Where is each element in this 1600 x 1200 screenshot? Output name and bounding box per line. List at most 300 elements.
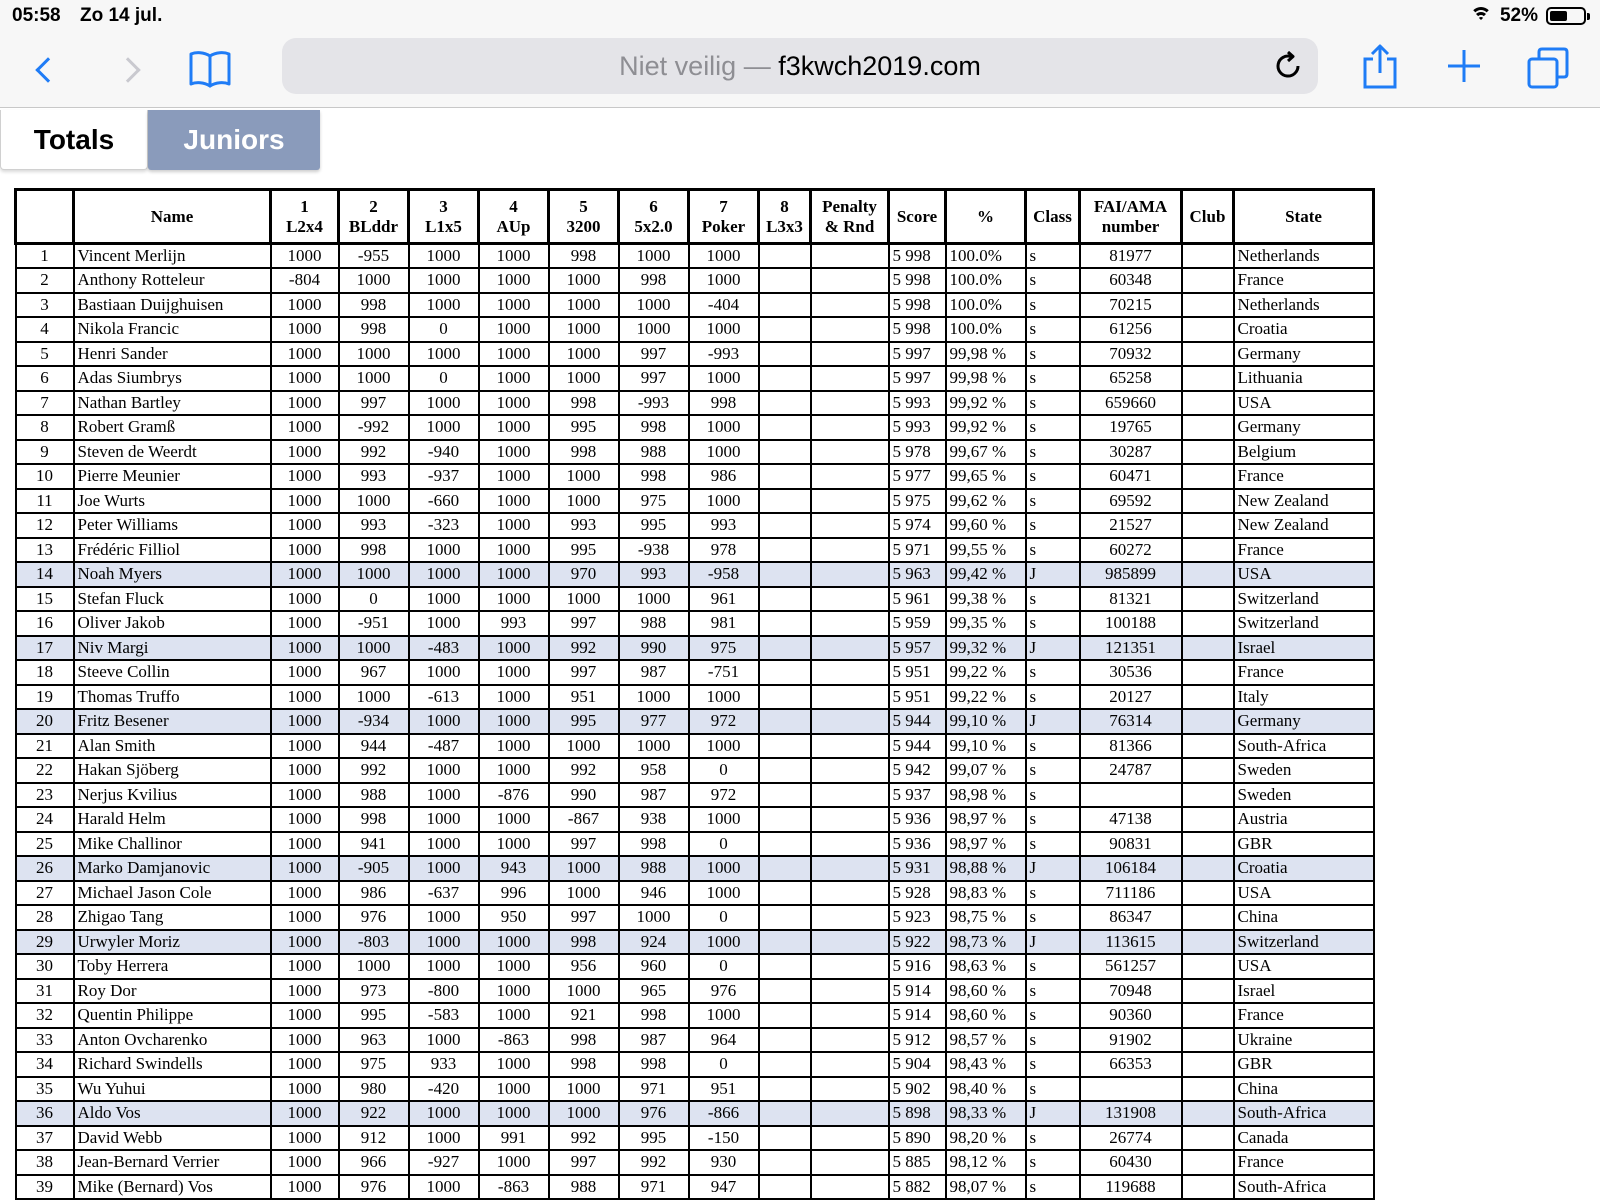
round-3-cell: 0 <box>409 317 479 342</box>
round-8-cell <box>759 685 811 710</box>
rank-cell: 38 <box>16 1150 74 1175</box>
penalty-cell <box>811 489 889 514</box>
round-4-cell: 1000 <box>479 342 549 367</box>
rank-cell: 39 <box>16 1175 74 1200</box>
column-header-line1: 3 <box>439 196 448 216</box>
round-6-cell: 924 <box>619 930 689 955</box>
club-cell <box>1182 1052 1234 1077</box>
round-4-cell: 1000 <box>479 1003 549 1028</box>
state-cell: Croatia <box>1234 856 1374 881</box>
round-3-cell: 1000 <box>409 807 479 832</box>
fai-number-cell: 60430 <box>1080 1150 1182 1175</box>
penalty-cell <box>811 734 889 759</box>
round-3-cell: 1000 <box>409 244 479 269</box>
score-cell: 5 977 <box>889 464 946 489</box>
table-row <box>16 1052 1374 1077</box>
name-cell: Richard Swindells <box>74 1052 271 1077</box>
state-cell: Ukraine <box>1234 1028 1374 1053</box>
round-5-cell: 992 <box>549 1126 619 1151</box>
club-cell <box>1182 611 1234 636</box>
score-cell: 5 914 <box>889 979 946 1004</box>
rank-cell: 19 <box>16 685 74 710</box>
percent-cell: 98,83 % <box>946 881 1026 906</box>
round-7-cell: 972 <box>689 709 759 734</box>
round-1-cell: 1000 <box>271 464 339 489</box>
round-1-cell: 1000 <box>271 513 339 538</box>
bookmarks-button[interactable] <box>186 46 234 90</box>
class-cell: s <box>1026 440 1080 465</box>
round-8-cell <box>759 832 811 857</box>
round-5-cell: 1000 <box>549 317 619 342</box>
round-6-cell: 1000 <box>619 587 689 612</box>
name-cell: Vincent Merlijn <box>74 244 271 269</box>
fai-number-cell: 113615 <box>1080 930 1182 955</box>
percent-cell: 99,22 % <box>946 685 1026 710</box>
state-cell: Italy <box>1234 685 1374 710</box>
name-cell: Anthony Rotteleur <box>74 268 271 293</box>
round-5-cell: 995 <box>549 415 619 440</box>
round-7-cell: -866 <box>689 1101 759 1126</box>
name-cell: Adas Siumbrys <box>74 366 271 391</box>
score-cell: 5 957 <box>889 636 946 661</box>
score-cell: 5 959 <box>889 611 946 636</box>
url-text <box>282 51 1318 82</box>
round-8-cell <box>759 954 811 979</box>
fai-number-cell: 60348 <box>1080 268 1182 293</box>
round-1-cell: 1000 <box>271 391 339 416</box>
state-cell: USA <box>1234 954 1374 979</box>
round-5-cell: 1000 <box>549 881 619 906</box>
round-2-cell: 1000 <box>339 366 409 391</box>
percent-cell: 98,07 % <box>946 1175 1026 1200</box>
round-3-cell: 1000 <box>409 415 479 440</box>
column-header-line1: 1 <box>300 196 309 216</box>
club-cell <box>1182 244 1234 269</box>
club-cell <box>1182 366 1234 391</box>
name-cell: Harald Helm <box>74 807 271 832</box>
penalty-cell <box>811 685 889 710</box>
score-cell: 5 998 <box>889 317 946 342</box>
score-cell: 5 944 <box>889 734 946 759</box>
round-1-cell: 1000 <box>271 489 339 514</box>
forward-button[interactable] <box>108 50 148 90</box>
penalty-cell <box>811 1052 889 1077</box>
rank-cell: 1 <box>16 244 74 269</box>
tab-totals[interactable]: Totals <box>0 110 148 170</box>
table-row <box>16 268 1374 293</box>
score-cell: 5 961 <box>889 587 946 612</box>
state-cell: USA <box>1234 881 1374 906</box>
class-cell: s <box>1026 1077 1080 1102</box>
round-7-cell: 976 <box>689 979 759 1004</box>
round-3-cell: -940 <box>409 440 479 465</box>
column-header-line1: 6 <box>649 196 658 216</box>
round-5-cell: 951 <box>549 685 619 710</box>
club-cell <box>1182 954 1234 979</box>
table-row <box>16 979 1374 1004</box>
round-7-cell: 1000 <box>689 440 759 465</box>
round-6-cell: 946 <box>619 881 689 906</box>
club-cell <box>1182 636 1234 661</box>
percent-cell: 99,10 % <box>946 709 1026 734</box>
rank-cell: 10 <box>16 464 74 489</box>
column-header-line2: Poker <box>701 216 746 236</box>
new-tab-button[interactable] <box>1444 46 1484 86</box>
percent-cell: 99,42 % <box>946 562 1026 587</box>
battery-fill <box>1550 11 1567 21</box>
round-4-cell: -876 <box>479 783 549 808</box>
percent-cell: 99,98 % <box>946 366 1026 391</box>
column-header-line1: 7 <box>719 196 728 216</box>
round-8-cell <box>759 636 811 661</box>
round-5-cell: 992 <box>549 758 619 783</box>
name-cell: Urwyler Moriz <box>74 930 271 955</box>
round-2-cell: -951 <box>339 611 409 636</box>
plus-icon <box>1446 48 1482 84</box>
round-6-cell: 1000 <box>619 734 689 759</box>
round-3-cell: 1000 <box>409 783 479 808</box>
penalty-cell <box>811 293 889 318</box>
column-header <box>1026 190 1080 244</box>
round-1-cell: 1000 <box>271 1150 339 1175</box>
page-tabs <box>0 110 320 170</box>
round-5-cell: 997 <box>549 1150 619 1175</box>
round-7-cell: 0 <box>689 1052 759 1077</box>
round-5-cell: 1000 <box>549 293 619 318</box>
round-1-cell: 1000 <box>271 244 339 269</box>
percent-cell: 100.0% <box>946 293 1026 318</box>
class-cell: s <box>1026 415 1080 440</box>
column-header-line1: Class <box>1033 206 1072 226</box>
table-row <box>16 954 1374 979</box>
penalty-cell <box>811 1003 889 1028</box>
round-4-cell: 1000 <box>479 1101 549 1126</box>
round-6-cell: 960 <box>619 954 689 979</box>
round-2-cell: 963 <box>339 1028 409 1053</box>
penalty-cell <box>811 832 889 857</box>
round-8-cell <box>759 1003 811 1028</box>
state-cell: Croatia <box>1234 317 1374 342</box>
table-row <box>16 464 1374 489</box>
score-cell: 5 890 <box>889 1126 946 1151</box>
round-5-cell: 997 <box>549 611 619 636</box>
score-cell: 5 928 <box>889 881 946 906</box>
score-cell: 5 944 <box>889 709 946 734</box>
name-cell: Stefan Fluck <box>74 587 271 612</box>
insecure-label: Niet veilig — <box>619 51 771 81</box>
round-4-cell: 1000 <box>479 636 549 661</box>
penalty-cell <box>811 1175 889 1200</box>
percent-cell: 98,43 % <box>946 1052 1026 1077</box>
penalty-cell <box>811 562 889 587</box>
class-cell: s <box>1026 905 1080 930</box>
rank-cell: 7 <box>16 391 74 416</box>
round-2-cell: 998 <box>339 317 409 342</box>
round-2-cell: 975 <box>339 1052 409 1077</box>
percent-cell: 98,60 % <box>946 979 1026 1004</box>
column-header <box>74 190 271 244</box>
round-3-cell: 1000 <box>409 391 479 416</box>
percent-cell: 98,88 % <box>946 856 1026 881</box>
percent-cell: 99,60 % <box>946 513 1026 538</box>
reload-button[interactable] <box>1272 50 1304 82</box>
fai-number-cell: 100188 <box>1080 611 1182 636</box>
score-cell: 5 993 <box>889 391 946 416</box>
column-header <box>946 190 1026 244</box>
round-2-cell: 973 <box>339 979 409 1004</box>
round-1-cell: 1000 <box>271 1126 339 1151</box>
round-3-cell: -637 <box>409 881 479 906</box>
round-4-cell: 1000 <box>479 979 549 1004</box>
status-time: 05:58 <box>12 5 61 26</box>
round-5-cell: 1000 <box>549 734 619 759</box>
round-6-cell: 998 <box>619 268 689 293</box>
class-cell: J <box>1026 562 1080 587</box>
club-cell <box>1182 1003 1234 1028</box>
round-7-cell: 975 <box>689 636 759 661</box>
name-cell: Toby Herrera <box>74 954 271 979</box>
round-8-cell <box>759 268 811 293</box>
round-2-cell: 998 <box>339 538 409 563</box>
class-cell: J <box>1026 636 1080 661</box>
table-row <box>16 832 1374 857</box>
round-2-cell: 1000 <box>339 268 409 293</box>
round-8-cell <box>759 366 811 391</box>
round-7-cell: 1000 <box>689 734 759 759</box>
header-row <box>16 190 1374 244</box>
penalty-cell <box>811 954 889 979</box>
column-header-line1: Name <box>150 206 194 226</box>
fai-number-cell: 21527 <box>1080 513 1182 538</box>
penalty-cell <box>811 1101 889 1126</box>
round-8-cell <box>759 1175 811 1200</box>
address-bar[interactable] <box>282 38 1318 94</box>
rank-cell: 34 <box>16 1052 74 1077</box>
percent-cell: 99,55 % <box>946 538 1026 563</box>
round-7-cell: 964 <box>689 1028 759 1053</box>
table-row <box>16 489 1374 514</box>
round-2-cell: 997 <box>339 391 409 416</box>
name-cell: Quentin Philippe <box>74 1003 271 1028</box>
column-header <box>16 190 74 244</box>
club-cell <box>1182 562 1234 587</box>
state-cell: Belgium <box>1234 440 1374 465</box>
column-header <box>1234 190 1374 244</box>
club-cell <box>1182 317 1234 342</box>
fai-number-cell: 81366 <box>1080 734 1182 759</box>
results-table <box>14 188 1375 1200</box>
round-1-cell: 1000 <box>271 1175 339 1200</box>
club-cell <box>1182 1077 1234 1102</box>
round-1-cell: 1000 <box>271 415 339 440</box>
table-row <box>16 317 1374 342</box>
back-button[interactable] <box>28 50 68 90</box>
club-cell <box>1182 930 1234 955</box>
fai-number-cell: 20127 <box>1080 685 1182 710</box>
table-row <box>16 1175 1374 1200</box>
class-cell: s <box>1026 1028 1080 1053</box>
browser-toolbar <box>0 32 1600 108</box>
round-6-cell: 958 <box>619 758 689 783</box>
column-header-line1: Club <box>1189 206 1226 226</box>
table-row <box>16 905 1374 930</box>
class-cell: s <box>1026 783 1080 808</box>
name-cell: Peter Williams <box>74 513 271 538</box>
table-row <box>16 1028 1374 1053</box>
round-6-cell: 995 <box>619 513 689 538</box>
round-3-cell: 1000 <box>409 268 479 293</box>
class-cell: s <box>1026 1052 1080 1077</box>
share-icon <box>1362 43 1398 89</box>
name-cell: Alan Smith <box>74 734 271 759</box>
round-6-cell: -938 <box>619 538 689 563</box>
round-7-cell: 978 <box>689 538 759 563</box>
round-8-cell <box>759 415 811 440</box>
penalty-cell <box>811 611 889 636</box>
name-cell: Fritz Besener <box>74 709 271 734</box>
round-6-cell: 971 <box>619 1077 689 1102</box>
rank-cell: 2 <box>16 268 74 293</box>
name-cell: Roy Dor <box>74 979 271 1004</box>
club-cell <box>1182 979 1234 1004</box>
round-8-cell <box>759 293 811 318</box>
round-2-cell: -905 <box>339 856 409 881</box>
state-cell: Sweden <box>1234 758 1374 783</box>
round-3-cell: -420 <box>409 1077 479 1102</box>
score-cell: 5 898 <box>889 1101 946 1126</box>
round-7-cell: -404 <box>689 293 759 318</box>
column-header-line2: BLddr <box>348 216 399 236</box>
state-cell: Germany <box>1234 415 1374 440</box>
round-6-cell: 965 <box>619 979 689 1004</box>
round-5-cell: 1000 <box>549 1101 619 1126</box>
round-4-cell: 1000 <box>479 709 549 734</box>
name-cell: David Webb <box>74 1126 271 1151</box>
table-row <box>16 587 1374 612</box>
class-cell: s <box>1026 244 1080 269</box>
penalty-cell <box>811 807 889 832</box>
round-5-cell: 1000 <box>549 342 619 367</box>
round-3-cell: 1000 <box>409 587 479 612</box>
column-header <box>409 190 479 244</box>
fai-number-cell: 106184 <box>1080 856 1182 881</box>
round-7-cell: 961 <box>689 587 759 612</box>
round-6-cell: 998 <box>619 832 689 857</box>
score-cell: 5 997 <box>889 366 946 391</box>
score-cell: 5 885 <box>889 1150 946 1175</box>
fai-number-cell: 19765 <box>1080 415 1182 440</box>
state-cell: Germany <box>1234 709 1374 734</box>
round-3-cell: -660 <box>409 489 479 514</box>
state-cell: Sweden <box>1234 783 1374 808</box>
rank-cell: 29 <box>16 930 74 955</box>
fai-number-cell: 81321 <box>1080 587 1182 612</box>
table-row <box>16 244 1374 269</box>
round-4-cell: -863 <box>479 1175 549 1200</box>
fai-number-cell: 91902 <box>1080 1028 1182 1053</box>
class-cell: J <box>1026 930 1080 955</box>
rank-cell: 26 <box>16 856 74 881</box>
fai-number-cell <box>1080 1077 1182 1102</box>
tabs-overview-button[interactable] <box>1526 46 1570 90</box>
status-date: Zo 14 jul. <box>80 5 163 26</box>
score-cell: 5 998 <box>889 268 946 293</box>
reload-icon <box>1273 51 1303 81</box>
round-6-cell: 998 <box>619 1052 689 1077</box>
round-5-cell: 921 <box>549 1003 619 1028</box>
class-cell: s <box>1026 979 1080 1004</box>
score-cell: 5 998 <box>889 293 946 318</box>
round-1-cell: 1000 <box>271 636 339 661</box>
round-8-cell <box>759 391 811 416</box>
share-button[interactable] <box>1360 42 1400 90</box>
round-4-cell: 1000 <box>479 660 549 685</box>
tab-juniors[interactable]: Juniors <box>148 110 320 170</box>
class-cell: s <box>1026 1150 1080 1175</box>
class-cell: s <box>1026 832 1080 857</box>
fai-number-cell: 30536 <box>1080 660 1182 685</box>
round-6-cell: 993 <box>619 562 689 587</box>
round-8-cell <box>759 856 811 881</box>
round-8-cell <box>759 807 811 832</box>
rank-cell: 35 <box>16 1077 74 1102</box>
round-6-cell: 988 <box>619 856 689 881</box>
table-row <box>16 783 1374 808</box>
round-5-cell: 998 <box>549 391 619 416</box>
score-cell: 5 974 <box>889 513 946 538</box>
score-cell: 5 993 <box>889 415 946 440</box>
round-4-cell: 1000 <box>479 807 549 832</box>
class-cell: s <box>1026 1175 1080 1200</box>
round-2-cell: 992 <box>339 758 409 783</box>
round-8-cell <box>759 758 811 783</box>
percent-cell: 100.0% <box>946 244 1026 269</box>
column-header <box>479 190 549 244</box>
percent-cell: 99,98 % <box>946 342 1026 367</box>
round-8-cell <box>759 489 811 514</box>
round-4-cell: 1000 <box>479 930 549 955</box>
round-1-cell: 1000 <box>271 881 339 906</box>
round-3-cell: 1000 <box>409 562 479 587</box>
state-cell: France <box>1234 464 1374 489</box>
class-cell: s <box>1026 881 1080 906</box>
fai-number-cell: 985899 <box>1080 562 1182 587</box>
round-1-cell: 1000 <box>271 954 339 979</box>
class-cell: s <box>1026 489 1080 514</box>
class-cell: s <box>1026 660 1080 685</box>
name-cell: Steeve Collin <box>74 660 271 685</box>
round-4-cell: 1000 <box>479 464 549 489</box>
rank-cell: 11 <box>16 489 74 514</box>
name-cell: Jean-Bernard Verrier <box>74 1150 271 1175</box>
rank-cell: 5 <box>16 342 74 367</box>
column-header <box>1080 190 1182 244</box>
percent-cell: 99,92 % <box>946 391 1026 416</box>
club-cell <box>1182 758 1234 783</box>
column-header-line1: 2 <box>369 196 378 216</box>
round-7-cell: 1000 <box>689 881 759 906</box>
rank-cell: 8 <box>16 415 74 440</box>
round-1-cell: 1000 <box>271 856 339 881</box>
round-3-cell: -800 <box>409 979 479 1004</box>
round-2-cell: 986 <box>339 881 409 906</box>
score-cell: 5 904 <box>889 1052 946 1077</box>
column-header <box>759 190 811 244</box>
round-4-cell: 1000 <box>479 317 549 342</box>
round-4-cell: 996 <box>479 881 549 906</box>
score-cell: 5 937 <box>889 783 946 808</box>
round-3-cell: 1000 <box>409 538 479 563</box>
